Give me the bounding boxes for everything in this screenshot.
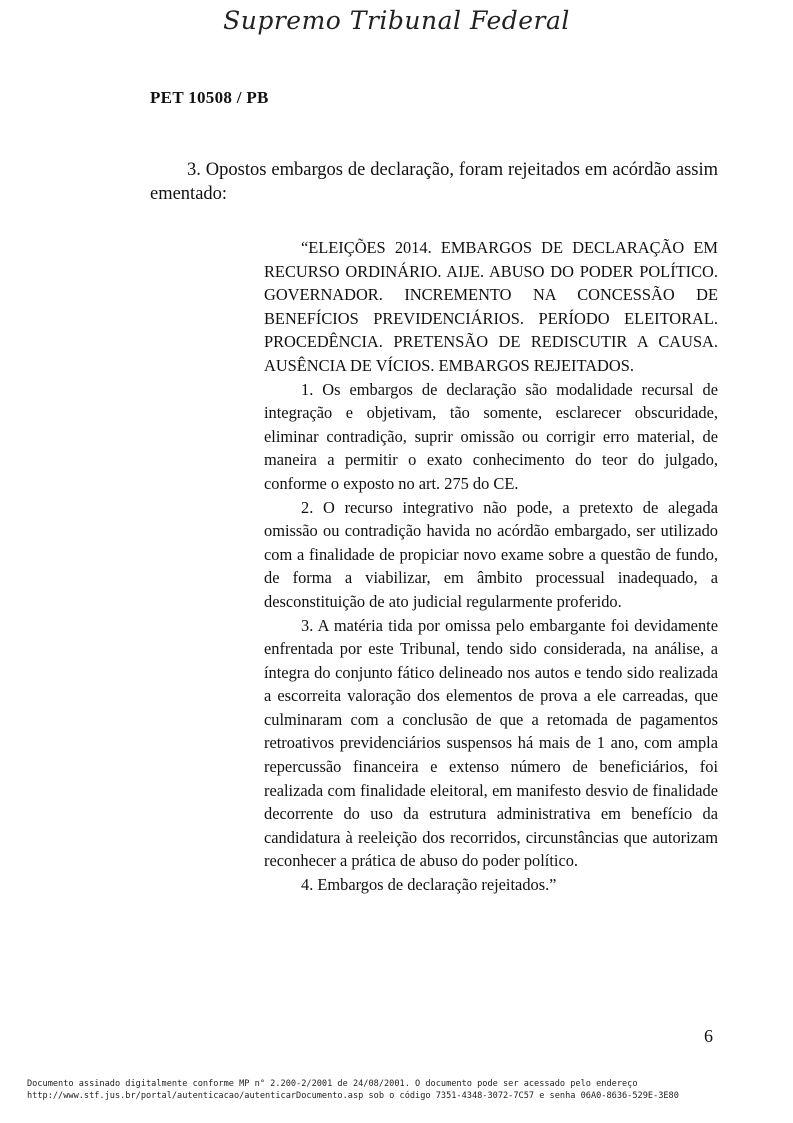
ementa-quote-block <box>264 236 718 897</box>
intro-paragraph: 3. Opostos embargos de declaração, foram rejeitados em acórdão assim ementado: <box>150 160 718 204</box>
page-number: 6 <box>704 1026 713 1046</box>
ementa-item-1: 1. Os embargos de declaração são modalidade recursal de integração e objetivam, tão somente, esclarecer obscuridade, eliminar contradição, suprir omissão ou corrigir erro material, de maneira a permitir o exato conhecimento do teor do julgado, conforme o exposto no art. 275 do CE. <box>264 379 718 493</box>
ementa-item-2: 2. O recurso integrativo não pode, a pretexto de alegada omissão ou contradição havida no acórdão embargado, ser utilizado com a finalidade de propiciar novo exame sobre a questão de fundo, de forma a viabilizar, em âmbito processual inadequado, a desconstituição de ato judicial regularmente proferido. <box>264 497 718 611</box>
ementa-title: “ELEIÇÕES 2014. EMBARGOS DE DECLARAÇÃO EM RECURSO ORDINÁRIO. AIJE. ABUSO DO PODER POLÍTICO. GOVERNADOR. INCREMENTO NA CONCESSÃO DE BENEFÍCIOS PREVIDENCIÁRIOS. PERÍODO ELEITORAL. PROCEDÊNCIA. PRETENSÃO DE REDISCUTIR A CAUSA. AUSÊNCIA DE VÍCIOS. EMBARGOS REJEITADOS. <box>264 238 718 375</box>
ementa-item-3: 3. A matéria tida por omissa pelo embargante foi devidamente enfrentada por este Tribunal, tendo sido considerada, na análise, a íntegra do conjunto fático delineado nos autos e tendo sido realizada a escorreita valoração dos elementos de prova a ele carreadas, que culminaram com a conclusão de que a retomada de pagamentos retroativos previdenciários suspensos há mais de 1 ano, com ampla repercussão financeira e extenso número de beneficiários, foi realizada com finalidade eleitoral, em manifesto desvio de finalidade decorrente do uso da estrutura administrativa em benefício da candidatura à reeleição dos recorridos, circunstâncias que autorizam reconhecer a prática de abuso do poder político. <box>264 615 718 871</box>
court-header-title: Supremo Tribunal Federal <box>223 6 570 35</box>
footer-line-2: http://www.stf.jus.br/portal/autenticacao/autenticarDocumento.asp sob o código 7351-4348-3072-7C57 e senha 06A0-8636-529E-3E80 <box>27 1090 679 1101</box>
ementa-item-4: 4. Embargos de declaração rejeitados.” <box>301 875 557 895</box>
footer-line-1: Documento assinado digitalmente conforme MP n° 2.200-2/2001 de 24/08/2001. O documento pode ser acessado pelo endereço <box>27 1079 638 1089</box>
digital-signature-footer <box>27 1079 787 1102</box>
case-reference: PET 10508 / PB <box>150 88 269 107</box>
